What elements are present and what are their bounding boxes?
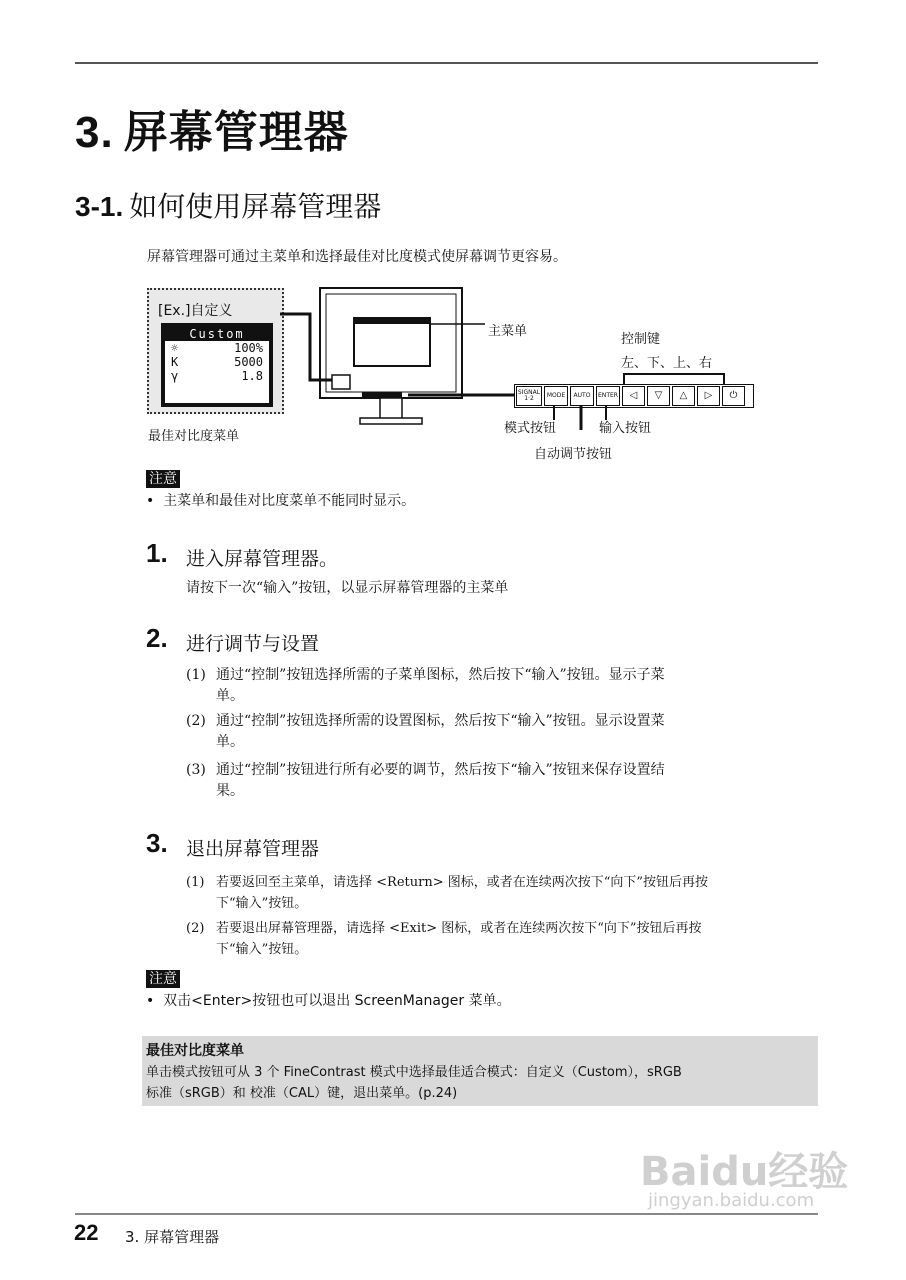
item-text-cont: 下“输入”按钮。 [216, 942, 308, 957]
footer-chapter: 3. 屏幕管理器 [125, 1228, 220, 1246]
item-text: 若要退出屏幕管理器，请选择 <Exit> 图标，或者在连续两次按下“向下”按钮后再按 [216, 921, 702, 936]
note-text: 双击<Enter>按钮也可以退出 ScreenManager 菜单。 [163, 993, 511, 1009]
chapter-number: 3. [75, 108, 114, 157]
item-text-cont: 单。 [216, 734, 244, 750]
item-label: (3) [186, 762, 206, 778]
brightness-icon: ☼ [171, 341, 179, 355]
main-menu-label: 主菜单 [488, 324, 528, 339]
monitor-stand [380, 398, 402, 420]
footer-rule [75, 1213, 818, 1215]
fc-osd-panel [161, 323, 273, 407]
step-title: 进入屏幕管理器。 [186, 548, 339, 570]
fc-example-label: [Ex.]自定义 [158, 303, 233, 319]
page-number: 22 [74, 1220, 99, 1245]
step-title: 进行调节与设置 [186, 633, 320, 655]
item-text: 通过“控制”按钮进行所有必要的调节，然后按下“输入”按钮来保存设置结 [216, 762, 665, 778]
mode-button-label: 模式按钮 [504, 421, 557, 436]
temperature-icon: K [171, 355, 179, 369]
auto-button[interactable]: AUTO [570, 386, 594, 406]
chapter-title-text: 屏幕管理器 [123, 107, 349, 158]
left-button[interactable]: ◁ [622, 386, 645, 406]
item-label: (2) [186, 713, 206, 729]
front-buttons [362, 392, 402, 398]
osd-row [165, 355, 269, 369]
item-text-cont: 单。 [216, 688, 244, 704]
main-menu-thumbnail [354, 318, 430, 366]
item-text-cont: 果。 [216, 783, 244, 799]
info-box-line: 单击模式按钮可从 3 个 FineContrast 模式中选择最佳适合模式：自定义（Custom），sRGB [146, 1065, 682, 1080]
chapter-title [75, 96, 349, 160]
section-title-text: 如何使用屏幕管理器 [129, 190, 382, 223]
step-desc: 请按下一次“输入”按钮，以显示屏幕管理器的主菜单 [186, 580, 509, 596]
enter-button[interactable]: ENTER [596, 386, 620, 406]
baidu-watermark: Baidu经验 [640, 1149, 849, 1195]
item-text-cont: 下“输入”按钮。 [216, 896, 308, 911]
intro-text: 屏幕管理器可通过主菜单和选择最佳对比度模式使屏幕调节更容易。 [147, 249, 567, 265]
power-button[interactable]: ⏻ [722, 386, 745, 406]
item-text: 通过“控制”按钮选择所需的子菜单图标，然后按下“输入”按钮。显示子菜 [216, 667, 665, 683]
item-label: (1) [186, 667, 206, 683]
item-label: (2) [186, 921, 205, 936]
auto-button-label: 自动调节按钮 [534, 447, 613, 462]
osd-row [165, 369, 269, 383]
note-tag-text: 注意 [146, 970, 180, 988]
list-item [186, 760, 786, 802]
item-text: 若要返回至主菜单，请选择 <Return> 图标，或者在连续两次按下“向下”按钮后再按 [216, 875, 709, 890]
control-keys-label: 控制键 [621, 332, 661, 347]
step-number: 1. [146, 538, 168, 568]
osd-value: 100% [234, 341, 263, 355]
button-strip [514, 384, 754, 408]
enter-button-label: 输入按钮 [599, 421, 652, 436]
section-number: 3-1. [75, 191, 124, 222]
fc-menu-label: 最佳对比度菜单 [148, 429, 240, 444]
item-label: (1) [186, 875, 205, 890]
list-item [186, 665, 786, 707]
fc-menu-thumbnail [332, 375, 350, 389]
note-tag-text: 注意 [146, 470, 180, 488]
osd-row [165, 341, 269, 355]
section-title [75, 185, 381, 225]
info-box-text [142, 1060, 818, 1106]
note-text: 主菜单和最佳对比度菜单不能同时显示。 [163, 493, 416, 509]
list-item [186, 872, 791, 914]
fc-info-box [142, 1036, 818, 1106]
step-number: 3. [146, 828, 168, 858]
top-rule [75, 62, 818, 64]
info-box-title: 最佳对比度菜单 [146, 1043, 244, 1059]
monitor-base [360, 418, 422, 424]
control-bracket [622, 372, 726, 384]
signal-button[interactable]: SIGNAL 1·2 [516, 386, 542, 406]
step-number: 2. [146, 623, 168, 653]
osd-title: Custom [165, 327, 269, 341]
down-button[interactable]: ▽ [647, 386, 670, 406]
info-box-line: 标准（sRGB）和 校准（CAL）键，退出菜单。(p.24) [146, 1086, 458, 1101]
osd-value: 1.8 [241, 369, 263, 383]
right-button[interactable]: ▷ [697, 386, 720, 406]
list-item [186, 711, 786, 753]
gamma-icon: γ [171, 369, 179, 383]
directions-label: 左、下、上、右 [621, 356, 713, 371]
item-text: 通过“控制”按钮选择所需的设置图标，然后按下“输入”按钮。显示设置菜 [216, 713, 665, 729]
note-tag [146, 468, 180, 488]
up-button[interactable]: △ [672, 386, 695, 406]
monitor-illustration [280, 280, 520, 440]
mode-button[interactable]: MODE [544, 386, 568, 406]
step-title: 退出屏幕管理器 [186, 838, 320, 860]
note-bullet: • 主菜单和最佳对比度菜单不能同时显示。 [146, 493, 416, 509]
osd-value: 5000 [234, 355, 263, 369]
watermark-url: jingyan.baidu.com [648, 1190, 815, 1211]
note-bullet: • 双击<Enter>按钮也可以退出 ScreenManager 菜单。 [146, 993, 511, 1009]
list-item [186, 918, 791, 960]
note-tag [146, 968, 180, 988]
main-menu-header [354, 318, 430, 324]
